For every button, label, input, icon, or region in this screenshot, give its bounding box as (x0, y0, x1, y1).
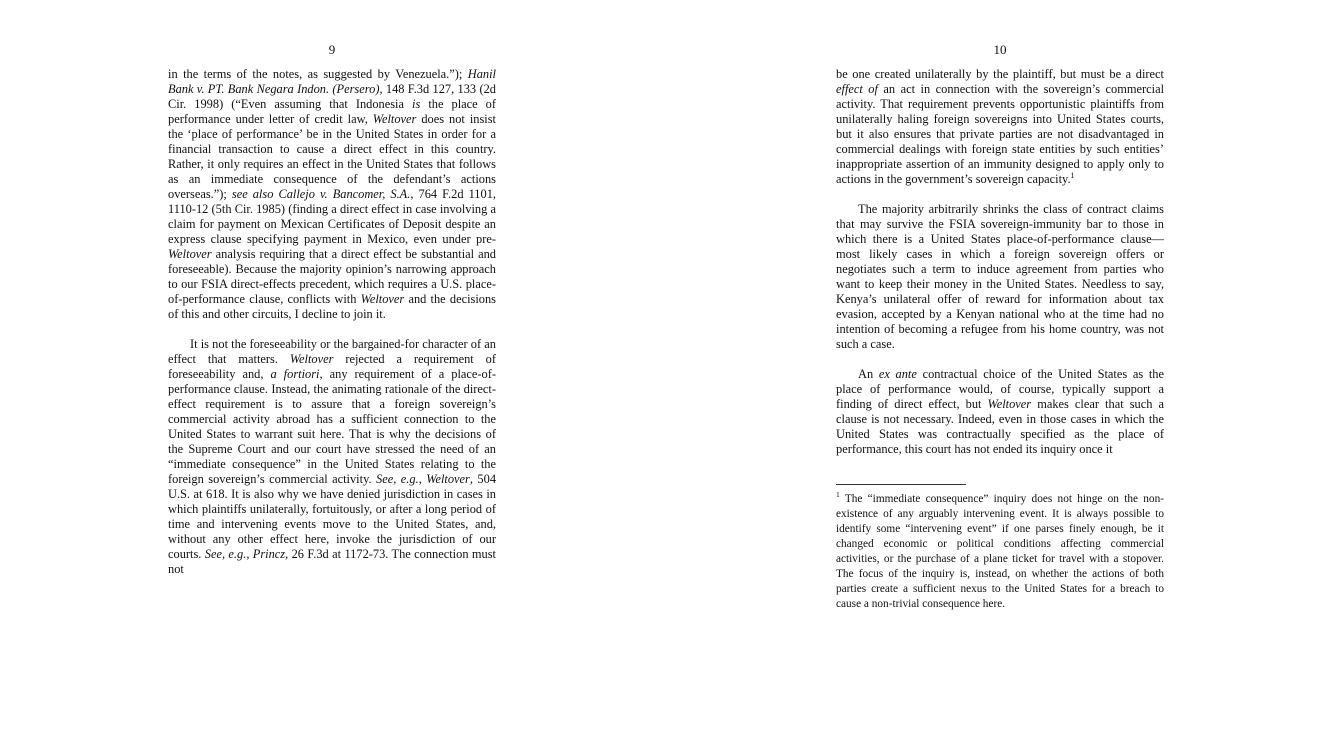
italic-text: Princz (252, 547, 286, 561)
paragraph: be one created unilaterally by the plaintiff, but must be a direct effect of an act in connection with the sovereign’s commercial activity. That requirement prevents opportunistic plaintiffs from unilaterally haling foreign sovereigns into United States courts, but it also ensures that private parties are not disadvantaged in commercial dealings with foreign state entities by such entities’ inappropriate assertion of an immunity designed to apply only to actions in the government’s sovereign capacity.$^1$ (836, 67, 1165, 186)
footnote-marker: 1 (836, 490, 840, 500)
page-number-right: 10 (993, 42, 1007, 57)
italic-text: Weltover (360, 292, 405, 306)
italic-text: See, e.g. (204, 547, 247, 561)
footnote: $^1$ The “immediate consequence” inquiry does not hinge on the non-existence of any arguably intervening event. It is always possible to identify some “intervening event” if one parses finely enough, be it changed economic or political conditions affecting commercial activities, or the purchase of a plane ticket for travel with a stopover. The focus of the inquiry is, instead, on whether the actions of both parties create a sufficient nexus to the United States for a breach to cause a non-trivial consequence here. (836, 490, 1164, 610)
italic-text: is (412, 97, 421, 111)
italic-text: a fortiori (270, 367, 320, 381)
italic-text: Weltover (289, 352, 334, 366)
page-number-left: 9 (328, 42, 336, 57)
italic-text: ex ante (878, 367, 917, 381)
italic-text: Weltover (426, 472, 470, 486)
italic-text: Hanil Bank v. PT. Bank Negara Indon. (Persero) (168, 67, 496, 96)
italic-text: Weltover (987, 397, 1032, 411)
footnote-separator (836, 484, 966, 485)
left-page-text (168, 67, 496, 577)
italic-text: Weltover (372, 112, 417, 126)
italic-text: effect of (836, 82, 878, 96)
paragraph: An ex ante contractual choice of the United States as the place of performance would, of course, typically support a finding of direct effect, but Weltover makes clear that such a clause is not necessary. Indeed, even in those cases in which the United States was contractually specified as the place of performance, this court has not ended its inquiry once it (836, 367, 1165, 456)
right-page-text (836, 67, 1164, 457)
italic-text: See, e.g. (376, 472, 419, 486)
paragraph: It is not the foreseeability or the bargained-for character of an effect that matters. Weltover rejected a requirement of foreseeability and, a fortiori, any requirement of a place-of-performance clause. Instead, the animating rationale of the direct-effect requirement is to assure that a foreign sovereign’s commercial activity abroad has a sufficient connection to the United States to warrant suit here. That is why the decisions of the Supreme Court and our court have stressed the need of an “immediate consequence” in the United States relating to the foreign sovereign’s commercial activity. See, e.g., Weltover, 504 U.S. at 618. It is also why we have denied jurisdiction in cases in which plaintiffs unilaterally, fortuitously, or after a long period of time and intervening events move to the United States, and, without any other effect here, invoke the jurisdiction of our courts. See, e.g., Princz, 26 F.3d at 1172-73. The connection must not (168, 337, 497, 576)
footnote-marker: 1 (1070, 170, 1075, 180)
paragraph: The majority arbitrarily shrinks the class of contract claims that may survive the FSIA sovereign-immunity bar to those in which there is a United States place-of-performance clause—most likely cases in which a foreign sovereign offers or negotiates such a term to induce agreement from parties who want to keep their money in the United States. Needless to say, Kenya’s unilateral offer of reward for information about tax evasion, accepted by a Kenyan national who at the time had no intention of becoming a refugee from his home country, was not such a case. (836, 202, 1164, 351)
paragraph: in the terms of the notes, as suggested by Venezuela.”); Hanil Bank v. PT. Bank Negara Indon. (Persero), 148 F.3d 127, 133 (2d Cir. 1998) (“Even assuming that Indonesia is the place of performance under letter of credit law, Weltover does not insist the ‘place of performance’ be in the United States in order for a financial transaction to cause a direct effect in this country. Rather, it only requires an effect in the United States that follows as an immediate consequence of the defendant’s actions overseas.”); see also Callejo v. Bancomer, S.A., 764 F.2d 1101, 1110-12 (5th Cir. 1985) (finding a direct effect in case involving a claim for payment on Mexican Certificates of Deposit despite an express clause specifying payment in Mexico, even under pre-Weltover analysis requiring that a direct effect be substantial and foreseeable). Because the majority opinion’s narrowing approach to our FSIA direct-effects precedent, which requires a U.S. place-of-performance clause, conflicts with Weltover and the decisions of this and other circuits, I decline to join it. (168, 67, 497, 321)
italic-text: Weltover (168, 247, 212, 261)
italic-text: see also Callejo v. Bancomer, S.A. (231, 187, 411, 201)
